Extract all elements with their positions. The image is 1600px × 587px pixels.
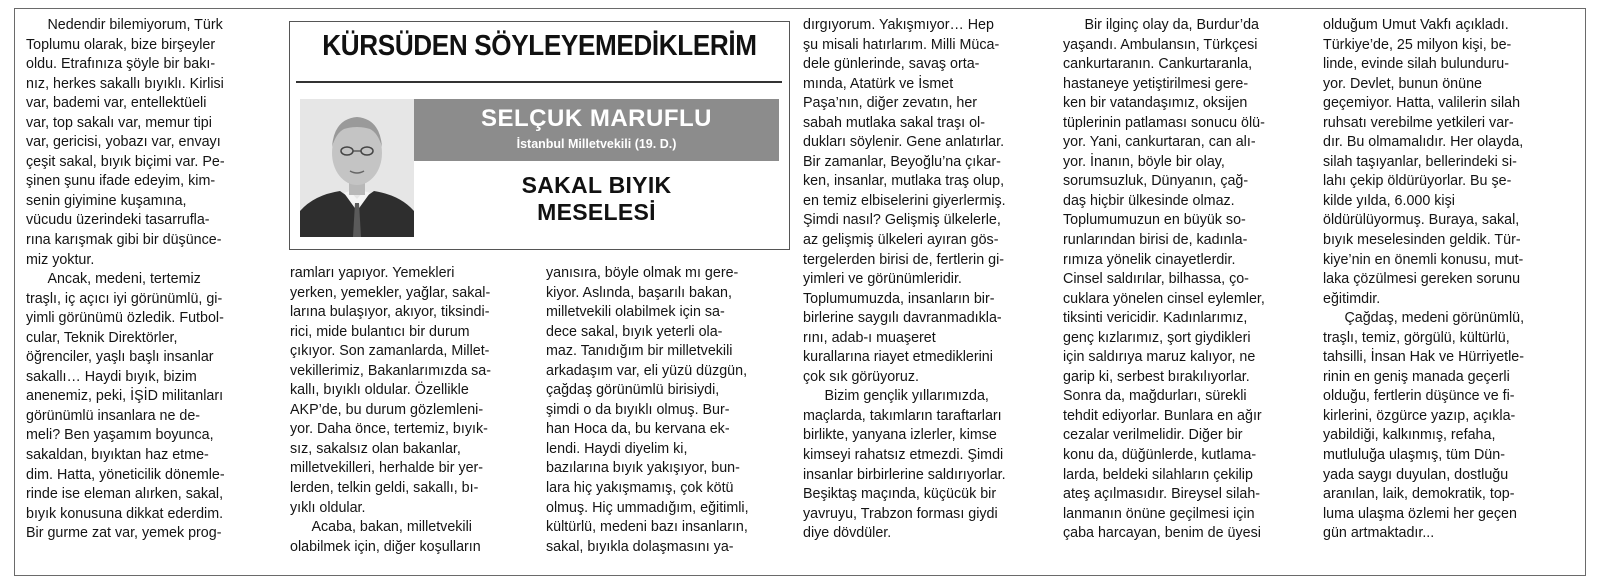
author-band: [414, 99, 779, 161]
text-line: miz yoktur.: [26, 251, 95, 268]
text-line: larda, beldeki silahların çekilip: [1063, 466, 1253, 483]
text-line: milletvekilleri, herhalde bir yer-: [290, 460, 484, 477]
text-line: lanmanın önüne geçilmesi için: [1063, 505, 1255, 522]
text-line: dırgıyorum. Yakışmıyor… Hep: [803, 17, 994, 33]
text-line: han Hoca da, bu kervana ek-: [546, 421, 730, 438]
text-line: daş hiçbir ülkesinde olmaz.: [1063, 192, 1235, 209]
text-line: yavruyu, Trabzon forması giydi: [803, 505, 998, 522]
text-line: rımıza yönelik cinayetlerdir.: [1063, 251, 1236, 268]
text-line: Toplumumuzun en büyük so-: [1063, 212, 1246, 229]
text-line: kültürlü, medeni bazı insanların,: [546, 519, 748, 536]
text-line: sız, sakalsız olan bakanlar,: [290, 440, 461, 457]
author-name: SELÇUK MARUFLU: [481, 105, 712, 132]
text-line: bıyık meselesinden geldik. Tür-: [1323, 232, 1521, 249]
text-line: olabilmek için, diğer koşulların: [290, 538, 481, 555]
text-line: var, bademi var, entellektüeli: [26, 95, 207, 112]
text-line: vücudu üzerindeki tasarrufla-: [26, 212, 210, 229]
text-line: dukları söylenir. Gene anlatırlar.: [803, 134, 1005, 151]
text-line: rici, mide bulantıcı bir durum: [290, 323, 470, 340]
text-line: Toplumumuzda, insanların bir-: [803, 290, 995, 307]
text-line: tiksinti vericidir. Kadınlarımız,: [1063, 310, 1248, 327]
text-line: çağdaş görünümlü birisiydi,: [546, 382, 720, 399]
text-line: larına bulaşıyor, akıyor, tiksindi-: [290, 304, 490, 321]
article-title-line1: SAKAL BIYIK: [521, 172, 672, 198]
text-line: görünümlü insanlara ne de-: [26, 407, 201, 424]
text-line: var, gericisi, yobazı var, envayı: [26, 134, 221, 151]
text-line: öldürülüyormuş. Buraya, sakal,: [1323, 212, 1520, 229]
text-line: gün artmaktadır...: [1323, 525, 1435, 542]
text-line: lahı çekip öldürüyorlar. Bu şe-: [1323, 173, 1512, 190]
text-line: yaşandı. Ambulansın, Türkçesi: [1063, 36, 1258, 53]
text-column-6: [1323, 16, 1568, 544]
text-line: Beşiktaş maçında, küçücük bir: [803, 486, 997, 503]
text-line: cankurtaranın. Cankurtaranla,: [1063, 56, 1253, 73]
author-portrait-icon: [300, 99, 414, 237]
text-line: Türkiye’de, 25 milyon kişi, be-: [1323, 36, 1512, 53]
text-line: Ancak, medeni, tertemiz: [26, 271, 201, 288]
text-line: kimseyi rahatsız etmezdi. Şimdi: [803, 447, 1004, 464]
text-line: Acaba, bakan, milletvekili: [290, 519, 472, 536]
text-line: cuklara yönelen cinsel eylemler,: [1063, 290, 1265, 307]
text-line: çeşit sakal, bıyık biçimi var. Pe-: [26, 153, 225, 170]
text-line: meli? Ben yaşamım boyunca,: [26, 427, 214, 444]
text-line: için saldırıya maruz kalıyor, ne: [1063, 349, 1256, 366]
text-line: ruhsatı verebilme yetkileri var-: [1323, 114, 1514, 131]
text-line: Çağdaş, medeni görünümlü,: [1323, 310, 1525, 327]
text-line: aranılan, laik, demokratik, top-: [1323, 486, 1515, 503]
text-line: tüplerinin patlaması sonucu ölü-: [1063, 114, 1265, 131]
text-line: Bir gurme zat var, yemek prog-: [26, 525, 222, 542]
text-line: lara hiç yakışmamış, çok kötü: [546, 480, 734, 497]
text-line: rinin en geniş manada geçerli: [1323, 368, 1510, 385]
text-line: dece sakal, bıyık yeterli ola-: [546, 323, 723, 340]
text-line: kirlerini, özgürce yazıp, açıkla-: [1323, 407, 1516, 424]
text-line: kiye’nin en önemli konusu, mut-: [1323, 251, 1524, 268]
text-line: vekillerimiz, Bakanlarımızda sa-: [290, 362, 492, 379]
text-line: tehdit ediyorlar. Bunlara en ağır: [1063, 407, 1262, 424]
text-line: Şimdi nasıl? Gelişmiş ülkelerle,: [803, 212, 1001, 229]
text-line: kiyor. Aslında, başarılı bakan,: [546, 284, 732, 301]
text-line: mında, Atatürk ve İsmet: [803, 75, 954, 92]
text-line: yor. Yani, cankurtaran, can alı-: [1063, 134, 1256, 151]
text-line: sakallı… Haydi bıyık, bizim: [26, 368, 197, 385]
text-line: olduğum Umut Vakfı açıkladı.: [1323, 17, 1509, 33]
text-line: yada saygı duyulan, dostluğu: [1323, 466, 1509, 483]
text-line: kilde yılda, 6.000 kişi: [1323, 192, 1455, 209]
text-line: lendi. Haydi diyelim ki,: [546, 440, 688, 457]
text-line: cezalar verilmelidir. Diğer bir: [1063, 427, 1243, 444]
text-line: maz. Tanıdığım bir milletvekili: [546, 343, 733, 360]
text-line: oldu. Etrafınıza şöyle bir bakı-: [26, 56, 216, 73]
text-line: ateş açılmasıdır. Bireysel silah-: [1063, 486, 1261, 503]
text-line: Bizim gençlik yıllarımızda,: [803, 388, 989, 405]
header-rule: [296, 81, 782, 83]
text-line: yerken, yemekler, yağlar, sakal-: [290, 284, 491, 301]
text-line: birlikte, yanyana izlerler, kimse: [803, 427, 997, 444]
text-line: yor. Daha önce, tertemiz, bıyık-: [290, 421, 488, 438]
text-line: en temiz elbiselerini giyerlermiş.: [803, 192, 1006, 209]
text-line: nız, herkes sakallı bıyıklı. Kirlisi: [26, 75, 224, 92]
text-line: Bir ilginç olay da, Burdur’da: [1063, 17, 1260, 33]
text-line: anenemiz, peki, İŞİD militanları: [26, 388, 224, 405]
text-line: luma ulaşma özlemi her geçen: [1323, 505, 1517, 522]
text-line: sabah mutlaka sakal traşı ol-: [803, 114, 985, 131]
text-line: Bir zamanlar, Beyoğlu’na çıkar-: [803, 153, 1001, 170]
text-line: hastaneye yetiştirilmesi gere-: [1063, 75, 1249, 92]
text-line: yabildiği, kalkınmış, refaha,: [1323, 427, 1496, 444]
text-line: eğitimdir.: [1323, 290, 1381, 307]
text-line: şinen şunu ifade edeyim, kim-: [26, 173, 216, 190]
text-line: olmuş. Hiç ummadığım, eğitimli,: [546, 499, 749, 516]
text-line: Sonra da, mağdurları, sürekli: [1063, 388, 1247, 405]
article-title: [414, 172, 779, 226]
text-line: şimdi o da bıyıklı olmuş. Bur-: [546, 401, 730, 418]
text-line: mutluluğa ulaşmış, tüm Dün-: [1323, 447, 1505, 464]
text-column-1: [26, 16, 271, 544]
text-line: olduğu, fertlerin düşünce ve fi-: [1323, 388, 1515, 405]
text-line: ken, insanlar, mutlaka traş olup,: [803, 173, 1005, 190]
text-line: cular, Teknik Direktörler,: [26, 329, 178, 346]
text-line: birlerine saygılı davranmadıkla-: [803, 310, 1002, 327]
text-line: geçemiyor. Hatta, valilerin silah: [1323, 95, 1521, 112]
text-line: AKP’de, bu durum gözlemleni-: [290, 401, 484, 418]
text-line: genç kızlarımız, şort giydikleri: [1063, 329, 1251, 346]
text-line: rinde ise eleman alırken, sakal,: [26, 486, 224, 503]
article-title-line2: MESELESİ: [537, 199, 656, 225]
text-line: laka çözülmesi gereken sorunu: [1323, 271, 1521, 288]
text-line: yor. Devlet, bunun önüne: [1323, 75, 1482, 92]
author-photo: [300, 99, 414, 237]
text-line: rını, adab-ı muaşeret: [803, 329, 936, 346]
article-header: [289, 21, 790, 250]
text-line: Nedendir bilemiyorum, Türk: [26, 17, 223, 33]
text-line: tergelerden birisi de, fertlerin gi-: [803, 251, 1005, 268]
text-line: yıklı oldular.: [290, 499, 366, 516]
text-line: ramları yapıyor. Yemekleri: [290, 265, 455, 281]
text-line: yimleri ve görünümleridir.: [803, 271, 962, 288]
text-line: arkadaşım var, eli yüzü düzgün,: [546, 362, 748, 379]
text-line: garip ki, serbest bırakılıyorlar.: [1063, 368, 1250, 385]
series-title: KÜRSÜDEN SÖYLEYEMEDİKLERİM: [322, 30, 757, 62]
text-line: traşlı, temiz, görgülü, kültürlü,: [1323, 329, 1510, 346]
text-line: tahsilli, İnsan Hak ve Hürriyetle-: [1323, 349, 1525, 366]
text-line: insanlar birbirlerine saldırıyorlar.: [803, 466, 1006, 483]
text-line: yor. İnanın, böyle bir olay,: [1063, 153, 1225, 170]
text-line: öğrenciler, yaşlı başlı insanlar: [26, 349, 214, 366]
text-line: milletvekili olabilmek için sa-: [546, 304, 725, 321]
text-line: lerden, telkin geldi, sakallı, bı-: [290, 480, 479, 497]
text-line: Toplumu olarak, bize birşeyler: [26, 36, 216, 53]
text-column-3: [546, 264, 781, 557]
text-line: az gelişmiş ülkeleri ayıran gös-: [803, 232, 999, 249]
text-line: Cinsel saldırılar, bilhassa, ço-: [1063, 271, 1249, 288]
text-line: ken bir vatandaşımız, oksijen: [1063, 95, 1248, 112]
text-line: dele günlerinde, savaş orta-: [803, 56, 980, 73]
text-line: yimli görünümü özledik. Futbol-: [26, 310, 224, 327]
text-line: bıyık konusuna dikkat ederdim.: [26, 505, 224, 522]
text-line: maçlarda, takımların taraftarları: [803, 407, 1002, 424]
text-line: sakaldan, bıyıktan haz etme-: [26, 447, 209, 464]
author-role: İstanbul Milletvekili (19. D.): [516, 137, 677, 151]
text-column-4: [803, 16, 1043, 544]
text-line: dim. Hatta, yöneticilik dönemle-: [26, 466, 225, 483]
text-line: diye dövdüler.: [803, 525, 892, 542]
text-line: var, top sakalı var, memur tipi: [26, 114, 212, 131]
text-line: dır. Bu olmamalıdır. Her olayda,: [1323, 134, 1524, 151]
text-line: rına karışmak gibi bir düşünce-: [26, 232, 222, 249]
text-line: traşlı, iç açıcı iyi görünümlü, gi-: [26, 290, 223, 307]
text-line: runlarından birisi de, kadınla-: [1063, 232, 1248, 249]
text-column-2: [290, 264, 525, 557]
text-line: çaba harcayan, benim de üyesi: [1063, 525, 1261, 542]
text-line: sakal, bıyıkla dolaşmasını ya-: [546, 538, 734, 555]
text-line: yanısıra, böyle olmak mı gere-: [546, 265, 739, 281]
text-line: sorumsuzluk, Dünyanın, çağ-: [1063, 173, 1249, 190]
text-line: senin giyimine kuşamına,: [26, 192, 187, 209]
text-line: kurallarına riayet etmediklerini: [803, 349, 993, 366]
text-line: çok sık görüyoruz.: [803, 368, 920, 385]
text-line: linde, evinde silah bulunduru-: [1323, 56, 1509, 73]
text-line: silah taşıyanlar, bellerindeki si-: [1323, 153, 1517, 170]
text-column-5: [1063, 16, 1303, 544]
text-line: Paşa’nın, diğer zevatın, her: [803, 95, 978, 112]
text-line: çıkıyor. Son zamanlarda, Millet-: [290, 343, 490, 360]
text-line: bazılarına bıyık yakışıyor, bun-: [546, 460, 740, 477]
text-line: konu da, düğünlerde, kutlama-: [1063, 447, 1257, 464]
text-line: kallı, bıyıklı oldular. Özellikle: [290, 382, 469, 399]
text-line: şu misali hatırlarım. Milli Müca-: [803, 36, 1000, 53]
